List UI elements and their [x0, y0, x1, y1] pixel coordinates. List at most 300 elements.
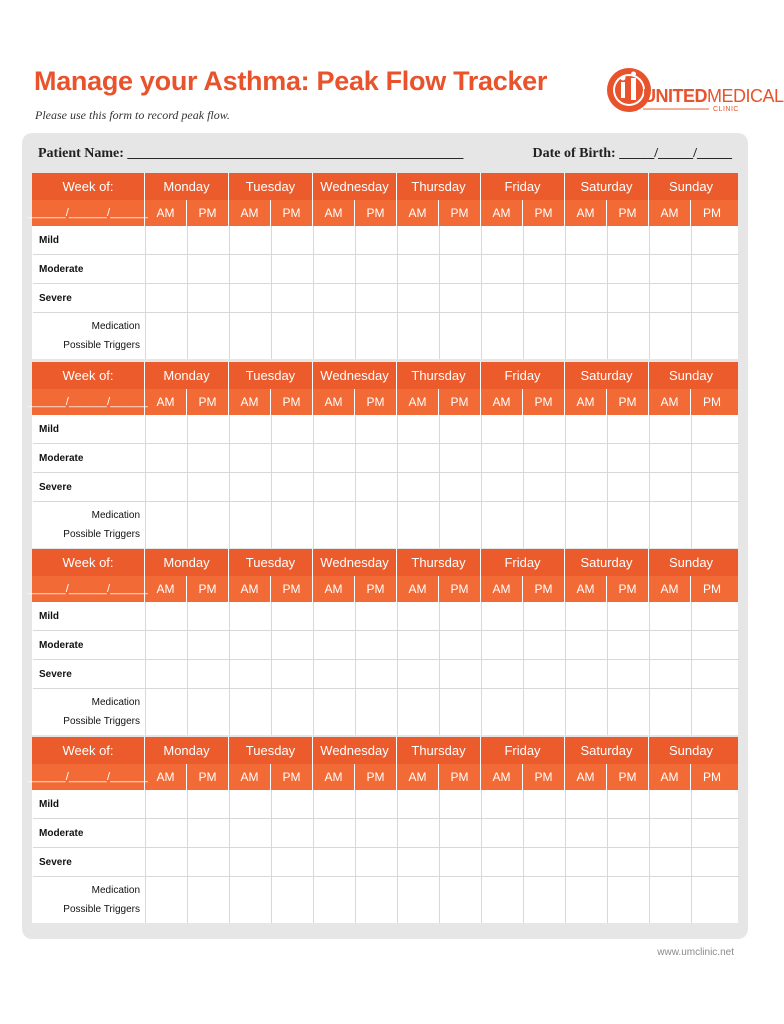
reading-cell[interactable]: [566, 689, 608, 735]
day-header: Sunday: [668, 555, 714, 570]
patient-info-row: [38, 146, 732, 166]
reading-cell[interactable]: [146, 313, 188, 359]
pm-header: PM: [271, 576, 313, 602]
reading-cell[interactable]: [188, 848, 230, 876]
reading-cell[interactable]: [440, 689, 482, 735]
reading-cell[interactable]: [356, 473, 398, 501]
reading-cell[interactable]: [566, 415, 608, 443]
pm-header: PM: [439, 764, 481, 790]
reading-cell[interactable]: [272, 444, 314, 472]
reading-cell[interactable]: [272, 284, 314, 312]
day-header: Sunday: [668, 743, 714, 758]
day-header: Monday: [145, 549, 229, 576]
reading-cell[interactable]: [272, 255, 314, 283]
reading-cell[interactable]: [230, 631, 272, 659]
reading-cell[interactable]: [566, 790, 608, 818]
reading-cell[interactable]: [356, 689, 398, 735]
reading-cell[interactable]: [650, 502, 692, 548]
day-header: Saturday: [565, 362, 649, 389]
clinic-logo-subtext: CLINIC: [713, 106, 739, 113]
reading-cell[interactable]: [230, 444, 272, 472]
reading-cell[interactable]: [272, 226, 314, 254]
reading-cell[interactable]: [272, 689, 314, 735]
reading-cell[interactable]: [356, 819, 398, 847]
day-header-row: [32, 737, 738, 764]
reading-cell[interactable]: [314, 284, 356, 312]
reading-cell[interactable]: [440, 877, 482, 923]
reading-cell[interactable]: [356, 660, 398, 688]
reading-cell[interactable]: [650, 689, 692, 735]
reading-cell[interactable]: [482, 313, 524, 359]
reading-cell[interactable]: [146, 848, 188, 876]
reading-cell[interactable]: [146, 602, 188, 630]
reading-cell[interactable]: [314, 602, 356, 630]
am-header: AM: [313, 764, 355, 790]
reading-cell[interactable]: [188, 790, 230, 818]
reading-cell[interactable]: [398, 313, 440, 359]
am-header: AM: [313, 389, 355, 415]
reading-cell[interactable]: [566, 473, 608, 501]
reading-cell[interactable]: [356, 790, 398, 818]
am-header: AM: [313, 200, 355, 226]
reading-cell[interactable]: [272, 877, 314, 923]
reading-cell[interactable]: [272, 660, 314, 688]
reading-cell[interactable]: [650, 602, 692, 630]
medication-label: Medication: [91, 510, 140, 521]
reading-cell[interactable]: [650, 631, 692, 659]
pm-header: PM: [439, 389, 481, 415]
reading-cell[interactable]: [650, 848, 692, 876]
reading-cell[interactable]: [524, 790, 566, 818]
reading-cell[interactable]: [482, 848, 524, 876]
reading-cell[interactable]: [188, 473, 230, 501]
reading-cell[interactable]: [440, 255, 482, 283]
reading-cell[interactable]: [398, 255, 440, 283]
reading-cell[interactable]: [608, 473, 650, 501]
reading-cell[interactable]: [188, 689, 230, 735]
week-of-label: Week of:: [32, 737, 145, 764]
reading-cell[interactable]: [356, 502, 398, 548]
reading-cell[interactable]: [566, 502, 608, 548]
reading-cell[interactable]: [566, 284, 608, 312]
week-date-field[interactable]: ______/______/______: [32, 200, 145, 226]
reading-cell[interactable]: [692, 226, 734, 254]
reading-cell[interactable]: [230, 689, 272, 735]
reading-cell[interactable]: [356, 877, 398, 923]
am-header: AM: [229, 200, 271, 226]
reading-cell[interactable]: [230, 313, 272, 359]
reading-cell[interactable]: [482, 444, 524, 472]
reading-cell[interactable]: [314, 660, 356, 688]
reading-cell[interactable]: [314, 255, 356, 283]
patient-name-field[interactable]: Patient Name: ________________________________________________: [38, 146, 464, 161]
reading-cell[interactable]: [398, 848, 440, 876]
reading-cell[interactable]: [146, 415, 188, 443]
reading-cell[interactable]: [188, 602, 230, 630]
reading-cell[interactable]: [692, 284, 734, 312]
reading-cell[interactable]: [482, 284, 524, 312]
reading-cell[interactable]: [356, 631, 398, 659]
reading-cell[interactable]: [314, 631, 356, 659]
reading-cell[interactable]: [314, 689, 356, 735]
reading-cell[interactable]: [398, 502, 440, 548]
reading-cell[interactable]: [608, 284, 650, 312]
reading-cell[interactable]: [314, 444, 356, 472]
reading-cell[interactable]: [272, 602, 314, 630]
reading-cell[interactable]: [230, 848, 272, 876]
reading-cell[interactable]: [314, 819, 356, 847]
reading-cell[interactable]: [524, 473, 566, 501]
reading-cell[interactable]: [314, 877, 356, 923]
reading-cell[interactable]: [608, 415, 650, 443]
reading-cell[interactable]: [230, 415, 272, 443]
day-header: Saturday: [565, 737, 649, 764]
reading-cell[interactable]: [482, 502, 524, 548]
reading-cell[interactable]: [692, 313, 734, 359]
reading-cell[interactable]: [524, 284, 566, 312]
reading-cell[interactable]: [650, 660, 692, 688]
reading-cell[interactable]: [356, 284, 398, 312]
reading-cell[interactable]: [272, 790, 314, 818]
reading-cell[interactable]: [692, 473, 734, 501]
reading-cell[interactable]: [650, 444, 692, 472]
reading-cell[interactable]: [524, 848, 566, 876]
am-header: AM: [481, 389, 523, 415]
reading-cell[interactable]: [230, 502, 272, 548]
day-header: Thursday: [397, 737, 481, 764]
reading-cell[interactable]: [188, 444, 230, 472]
am-header: AM: [481, 576, 523, 602]
reading-cell[interactable]: [230, 790, 272, 818]
reading-cell[interactable]: [482, 877, 524, 923]
reading-cell[interactable]: [146, 284, 188, 312]
reading-cell[interactable]: [314, 790, 356, 818]
reading-cell[interactable]: [608, 790, 650, 818]
reading-cell[interactable]: [188, 284, 230, 312]
day-header: Thursday: [397, 362, 481, 389]
reading-cell[interactable]: [440, 502, 482, 548]
reading-cell[interactable]: [482, 602, 524, 630]
reading-cell[interactable]: [566, 660, 608, 688]
triggers-label: Possible Triggers: [63, 716, 140, 727]
reading-cell[interactable]: [650, 255, 692, 283]
severity-row: [33, 284, 739, 313]
reading-cell[interactable]: [314, 313, 356, 359]
reading-cell[interactable]: [608, 877, 650, 923]
reading-cell[interactable]: [482, 473, 524, 501]
reading-cell[interactable]: [440, 660, 482, 688]
reading-cell[interactable]: [608, 660, 650, 688]
reading-cell[interactable]: [398, 790, 440, 818]
reading-cell[interactable]: [146, 689, 188, 735]
severity-row: [33, 848, 739, 877]
reading-cell[interactable]: [230, 819, 272, 847]
reading-cell[interactable]: [650, 313, 692, 359]
reading-cell[interactable]: [566, 819, 608, 847]
reading-cell[interactable]: [482, 790, 524, 818]
reading-cell[interactable]: [356, 848, 398, 876]
reading-cell[interactable]: [230, 602, 272, 630]
reading-cell[interactable]: [692, 819, 734, 847]
reading-cell[interactable]: [230, 660, 272, 688]
reading-cell[interactable]: [650, 284, 692, 312]
reading-cell[interactable]: [692, 502, 734, 548]
reading-cell[interactable]: [146, 255, 188, 283]
notes-label: [33, 502, 146, 548]
reading-cell[interactable]: [524, 255, 566, 283]
reading-cell[interactable]: [566, 877, 608, 923]
reading-cell[interactable]: [188, 877, 230, 923]
clinic-logo-text: UNITEDMEDICAL: [643, 86, 784, 106]
severity-row: [33, 226, 739, 255]
reading-cell[interactable]: [692, 415, 734, 443]
am-header: AM: [397, 389, 439, 415]
reading-cell[interactable]: [440, 284, 482, 312]
reading-cell[interactable]: [650, 473, 692, 501]
triggers-label: Possible Triggers: [63, 340, 140, 351]
reading-cell[interactable]: [356, 444, 398, 472]
week-date-field[interactable]: ______/______/______: [32, 764, 145, 790]
severity-row: [33, 255, 739, 284]
reading-cell[interactable]: [272, 313, 314, 359]
reading-cell[interactable]: [566, 444, 608, 472]
reading-cell[interactable]: [398, 602, 440, 630]
reading-cell[interactable]: [440, 313, 482, 359]
severity-row: [33, 444, 739, 473]
footer-url: www.umclinic.net: [657, 947, 734, 958]
reading-cell[interactable]: [608, 502, 650, 548]
reading-cell[interactable]: [692, 444, 734, 472]
pm-header: PM: [271, 764, 313, 790]
am-header: AM: [649, 764, 691, 790]
reading-cell[interactable]: [314, 415, 356, 443]
reading-cell[interactable]: [314, 473, 356, 501]
reading-cell[interactable]: [398, 660, 440, 688]
reading-cell[interactable]: [566, 226, 608, 254]
pm-header: PM: [523, 389, 565, 415]
reading-cell[interactable]: [650, 226, 692, 254]
severity-label: Moderate: [33, 255, 146, 283]
am-header: AM: [229, 764, 271, 790]
day-header: Monday: [145, 737, 229, 764]
medication-label: Medication: [91, 885, 140, 896]
reading-cell[interactable]: [398, 631, 440, 659]
reading-cell[interactable]: [188, 631, 230, 659]
reading-cell[interactable]: [524, 502, 566, 548]
reading-cell[interactable]: [188, 415, 230, 443]
reading-cell[interactable]: [692, 877, 734, 923]
reading-cell[interactable]: [230, 226, 272, 254]
severity-label: Severe: [33, 848, 146, 876]
reading-cell[interactable]: [272, 819, 314, 847]
reading-cell[interactable]: [230, 284, 272, 312]
reading-cell[interactable]: [482, 819, 524, 847]
reading-cell[interactable]: [524, 689, 566, 735]
reading-cell[interactable]: [272, 415, 314, 443]
reading-cell[interactable]: [566, 848, 608, 876]
pm-header: PM: [703, 770, 721, 784]
page-title: Manage your Asthma: Peak Flow Tracker: [34, 66, 548, 96]
reading-cell[interactable]: [608, 602, 650, 630]
pm-header: PM: [523, 576, 565, 602]
reading-cell[interactable]: [398, 415, 440, 443]
pm-header: PM: [271, 389, 313, 415]
reading-cell[interactable]: [356, 313, 398, 359]
reading-cell[interactable]: [440, 819, 482, 847]
reading-cell[interactable]: [482, 689, 524, 735]
reading-cell[interactable]: [566, 602, 608, 630]
reading-cell[interactable]: [272, 473, 314, 501]
reading-cell[interactable]: [188, 660, 230, 688]
reading-cell[interactable]: [482, 255, 524, 283]
reading-cell[interactable]: [440, 790, 482, 818]
reading-cell[interactable]: [608, 226, 650, 254]
reading-cell[interactable]: [398, 473, 440, 501]
reading-cell[interactable]: [524, 660, 566, 688]
reading-cell[interactable]: [608, 689, 650, 735]
notes-label: [33, 313, 146, 359]
reading-cell[interactable]: [650, 415, 692, 443]
week-date-field[interactable]: ______/______/______: [32, 389, 145, 415]
day-header: Tuesday: [229, 737, 313, 764]
reading-cell[interactable]: [146, 631, 188, 659]
reading-cell[interactable]: [524, 877, 566, 923]
am-header: AM: [481, 764, 523, 790]
reading-cell[interactable]: [398, 877, 440, 923]
am-header: AM: [313, 576, 355, 602]
reading-cell[interactable]: [440, 415, 482, 443]
week-table: [27, 173, 738, 359]
reading-cell[interactable]: [146, 502, 188, 548]
reading-cell[interactable]: [146, 226, 188, 254]
reading-cell[interactable]: [188, 226, 230, 254]
reading-cell[interactable]: [314, 502, 356, 548]
reading-cell[interactable]: [692, 689, 734, 735]
reading-cell[interactable]: [398, 819, 440, 847]
reading-cell[interactable]: [692, 660, 734, 688]
reading-cell[interactable]: [482, 415, 524, 443]
reading-cell[interactable]: [272, 848, 314, 876]
reading-cell[interactable]: [398, 226, 440, 254]
reading-cell[interactable]: [482, 660, 524, 688]
am-header: AM: [565, 576, 607, 602]
reading-cell[interactable]: [398, 444, 440, 472]
week-date-field[interactable]: ______/______/______: [32, 576, 145, 602]
reading-cell[interactable]: [188, 255, 230, 283]
reading-cell[interactable]: [146, 444, 188, 472]
reading-cell[interactable]: [524, 415, 566, 443]
reading-cell[interactable]: [524, 444, 566, 472]
reading-cell[interactable]: [566, 313, 608, 359]
pm-header: PM: [607, 200, 649, 226]
pm-header: PM: [703, 582, 721, 596]
reading-cell[interactable]: [650, 819, 692, 847]
reading-cell[interactable]: [608, 255, 650, 283]
reading-cell[interactable]: [146, 660, 188, 688]
day-header: Thursday: [397, 549, 481, 576]
reading-cell[interactable]: [230, 877, 272, 923]
reading-cell[interactable]: [356, 226, 398, 254]
reading-cell[interactable]: [440, 226, 482, 254]
pm-header: PM: [355, 764, 397, 790]
reading-cell[interactable]: [440, 473, 482, 501]
reading-cell[interactable]: [230, 255, 272, 283]
reading-cell[interactable]: [440, 602, 482, 630]
reading-cell[interactable]: [398, 689, 440, 735]
reading-cell[interactable]: [272, 502, 314, 548]
date-of-birth-field[interactable]: Date of Birth: _____/_____/_____: [532, 146, 732, 161]
reading-cell[interactable]: [482, 631, 524, 659]
pm-header: PM: [523, 764, 565, 790]
reading-cell[interactable]: [146, 473, 188, 501]
reading-cell[interactable]: [608, 631, 650, 659]
reading-cell[interactable]: [692, 631, 734, 659]
reading-cell[interactable]: [146, 877, 188, 923]
week-of-label: Week of:: [32, 549, 145, 576]
reading-cell[interactable]: [608, 313, 650, 359]
reading-cell[interactable]: [230, 473, 272, 501]
pm-header: PM: [187, 389, 229, 415]
reading-cell[interactable]: [650, 790, 692, 818]
reading-cell[interactable]: [692, 848, 734, 876]
reading-cell[interactable]: [608, 444, 650, 472]
day-header: Friday: [481, 362, 565, 389]
reading-cell[interactable]: [146, 790, 188, 818]
pm-header: PM: [607, 576, 649, 602]
reading-cell[interactable]: [524, 631, 566, 659]
reading-cell[interactable]: [188, 819, 230, 847]
pm-header: PM: [439, 576, 481, 602]
reading-cell[interactable]: [524, 819, 566, 847]
am-header: AM: [649, 389, 691, 415]
reading-cell[interactable]: [356, 602, 398, 630]
reading-cell[interactable]: [356, 255, 398, 283]
reading-cell[interactable]: [398, 284, 440, 312]
week-of-label: Week of:: [32, 362, 145, 389]
medication-label: Medication: [91, 697, 140, 708]
reading-cell[interactable]: [482, 226, 524, 254]
reading-cell[interactable]: [440, 848, 482, 876]
reading-cell[interactable]: [524, 313, 566, 359]
day-header-row: [32, 362, 738, 389]
am-header: AM: [397, 576, 439, 602]
pm-header: PM: [355, 389, 397, 415]
reading-cell[interactable]: [314, 226, 356, 254]
am-header: AM: [229, 576, 271, 602]
reading-cell[interactable]: [440, 631, 482, 659]
reading-cell[interactable]: [272, 631, 314, 659]
reading-cell[interactable]: [650, 877, 692, 923]
reading-cell[interactable]: [692, 790, 734, 818]
reading-cell[interactable]: [440, 444, 482, 472]
reading-cell[interactable]: [566, 631, 608, 659]
reading-cell[interactable]: [524, 226, 566, 254]
reading-cell[interactable]: [146, 819, 188, 847]
reading-cell[interactable]: [608, 848, 650, 876]
reading-cell[interactable]: [566, 255, 608, 283]
pm-header: PM: [187, 576, 229, 602]
reading-cell[interactable]: [188, 313, 230, 359]
pm-header: PM: [187, 764, 229, 790]
reading-cell[interactable]: [314, 848, 356, 876]
reading-cell[interactable]: [524, 602, 566, 630]
reading-cell[interactable]: [608, 819, 650, 847]
reading-cell[interactable]: [692, 602, 734, 630]
reading-cell[interactable]: [692, 255, 734, 283]
reading-cell[interactable]: [188, 502, 230, 548]
day-header: Monday: [145, 362, 229, 389]
reading-cell[interactable]: [356, 415, 398, 443]
